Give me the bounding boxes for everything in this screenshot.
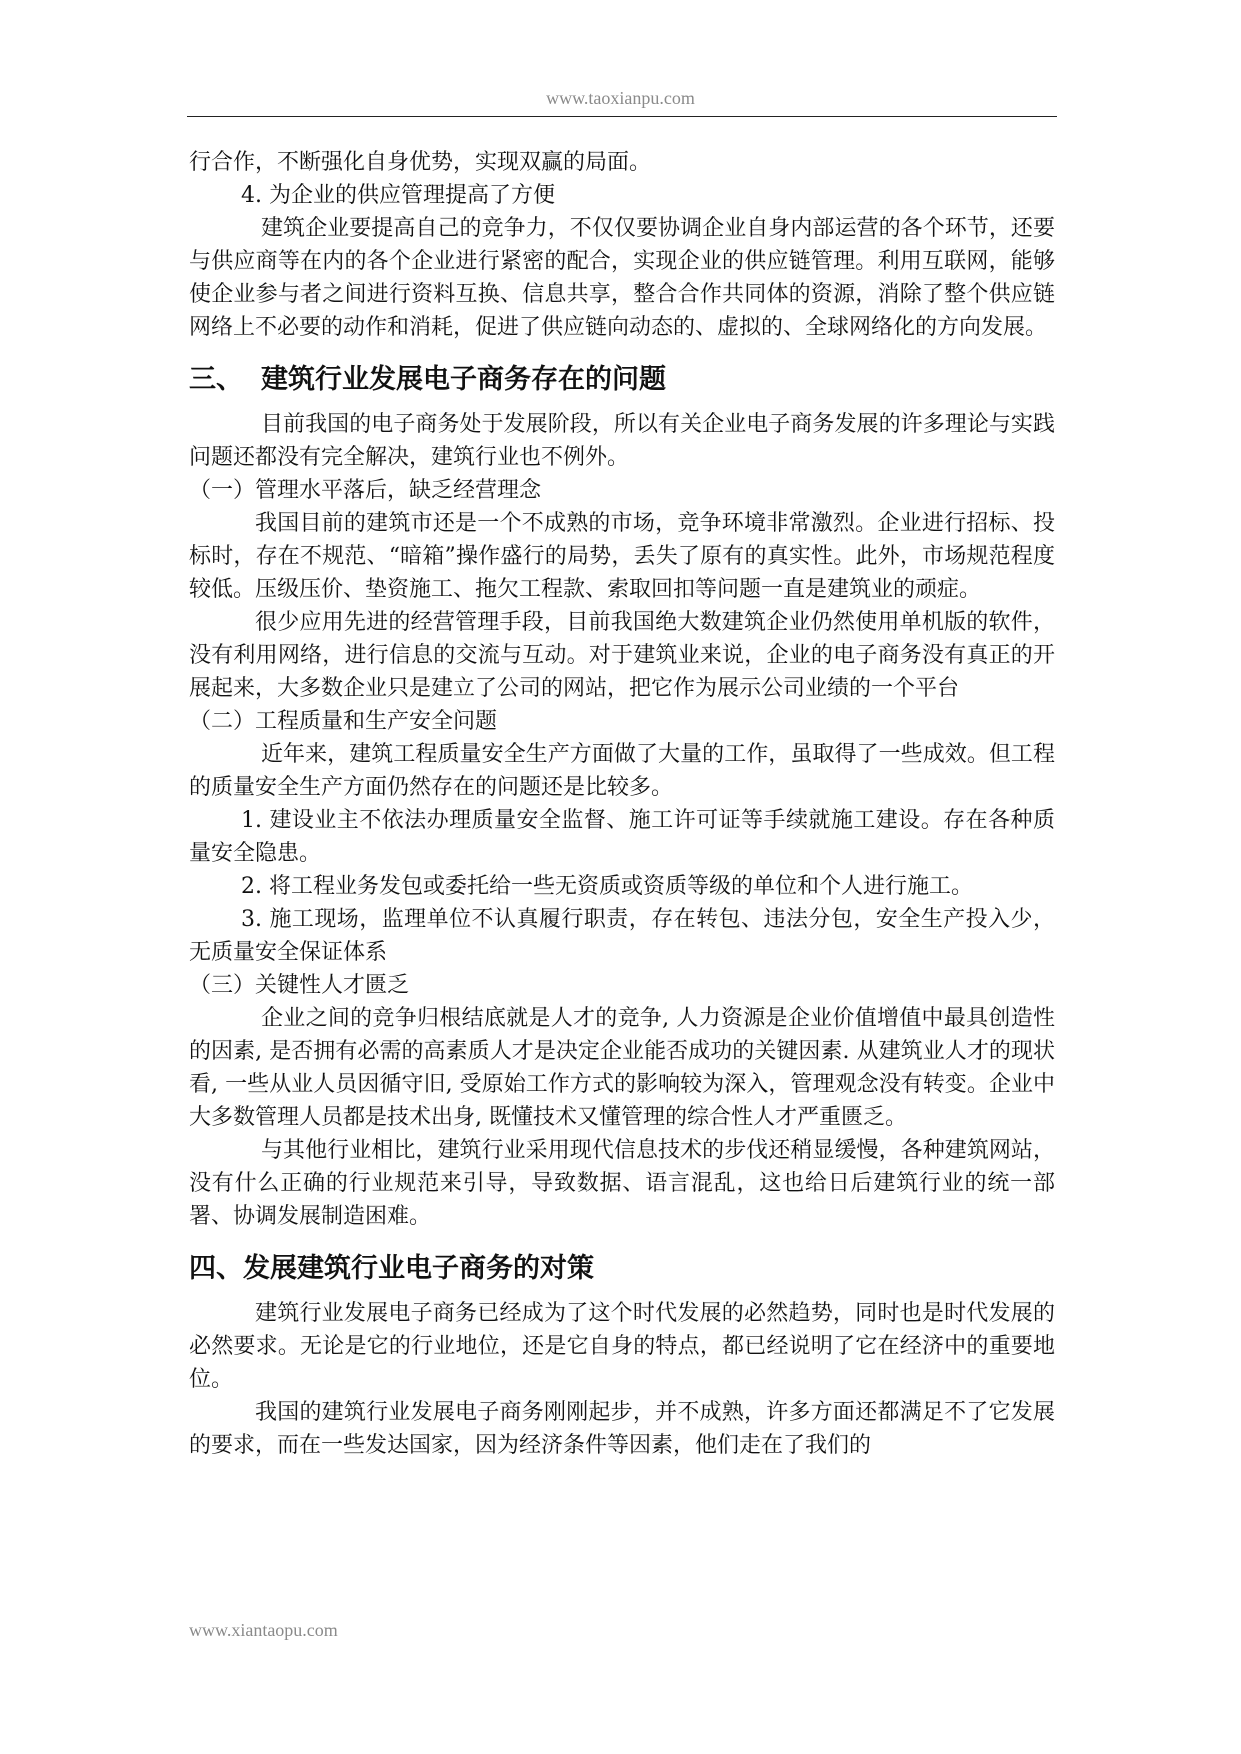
- paragraph: 很少应用先进的经营管理手段，目前我国绝大数建筑企业仍然使用单机版的软件，没有利用网络，进行信息的交流与互动。对于建筑业来说，企业的电子商务没有真正的开展起来，大多数企业只是建立了公司的网站，把它作为展示公司业绩的一个平台: [189, 610, 1055, 701]
- paragraph: 我国的建筑行业发展电子商务刚刚起步，并不成熟，许多方面还都满足不了它发展的要求，而在一些发达国家，因为经济条件等因素，他们走在了我们的: [189, 1400, 1055, 1458]
- header-divider: [187, 116, 1057, 117]
- document-body: [189, 146, 1055, 1462]
- list-item: 2. 将工程业务发包或委托给一些无资质或资质等级的单位和个人进行施工。: [241, 874, 973, 899]
- section-number: 三、: [189, 364, 243, 395]
- paragraph: 企业之间的竞争归根结底就是人才的竞争, 人力资源是企业价值增值中最具创造性的因素, 是否拥有必需的高素质人才是决定企业能否成功的关键因素. 从建筑业人才的现状看, 一些从业人员因循守旧, 受原始工作方式的影响较为深入，管理观念没有转变。企业中大多数管理人员都是技术出身, 既懂技术又懂管理的综合性人才严重匮乏。: [189, 1006, 1055, 1130]
- paragraph: 近年来，建筑工程质量安全生产方面做了大量的工作，虽取得了一些成效。但工程的质量安全生产方面仍然存在的问题还是比较多。: [189, 742, 1055, 800]
- list-item: 1. 建设业主不依法办理质量安全监督、施工许可证等手续就施工建设。存在各种质量安全隐患。: [189, 808, 1055, 866]
- footer-url: www.xiantaopu.com: [189, 1620, 338, 1640]
- paragraph: 我国目前的建筑市还是一个不成熟的市场，竞争环境非常激烈。企业进行招标、投标时，存在不规范、“暗箱”操作盛行的局势，丢失了原有的真实性。此外，市场规范程度较低。压级压价、垫资施工、拖欠工程款、索取回扣等问题一直是建筑业的顽症。: [189, 511, 1055, 602]
- section-heading-4: 四、发展建筑行业电子商务的对策: [189, 1253, 594, 1284]
- paragraph: 目前我国的电子商务处于发展阶段，所以有关企业电子商务发展的许多理论与实践问题还都没有完全解决，建筑行业也不例外。: [189, 412, 1055, 470]
- paragraph-continuation: 行合作，不断强化自身优势，实现双赢的局面。: [189, 150, 652, 175]
- list-item: 3. 施工现场，监理单位不认真履行职责，存在转包、违法分包，安全生产投入少，无质量安全保证体系: [189, 907, 1055, 965]
- paragraph: 建筑企业要提高自己的竞争力，不仅仅要协调企业自身内部运营的各个环节，还要与供应商等在内的各个企业进行紧密的配合，实现企业的供应链管理。利用互联网，能够使企业参与者之间进行资料互换、信息共享，整合合作共同体的资源，消除了整个供应链网络上不必要的动作和消耗，促进了供应链向动态的、虚拟的、全球网络化的方向发展。: [189, 216, 1055, 340]
- subsection-heading: （一）管理水平落后，缺乏经营理念: [189, 478, 542, 503]
- subsection-heading: （三）关键性人才匮乏: [189, 973, 410, 998]
- paragraph: 建筑行业发展电子商务已经成为了这个时代发展的必然趋势，同时也是时代发展的必然要求。无论是它的行业地位，还是它自身的特点，都已经说明了它在经济中的重要地位。: [189, 1301, 1055, 1392]
- section-title: 建筑行业发展电子商务存在的问题: [261, 364, 666, 395]
- header-url: www.taoxianpu.com: [546, 88, 695, 108]
- subsection-heading: （二）工程质量和生产安全问题: [189, 709, 498, 734]
- list-item-heading: 4. 为企业的供应管理提高了方便: [241, 183, 555, 208]
- section-heading-3: [189, 362, 1055, 398]
- paragraph: 与其他行业相比，建筑行业采用现代信息技术的步伐还稍显缓慢，各种建筑网站，没有什么正确的行业规范来引导，导致数据、语言混乱，这也给日后建筑行业的统一部署、协调发展制造困难。: [189, 1138, 1055, 1229]
